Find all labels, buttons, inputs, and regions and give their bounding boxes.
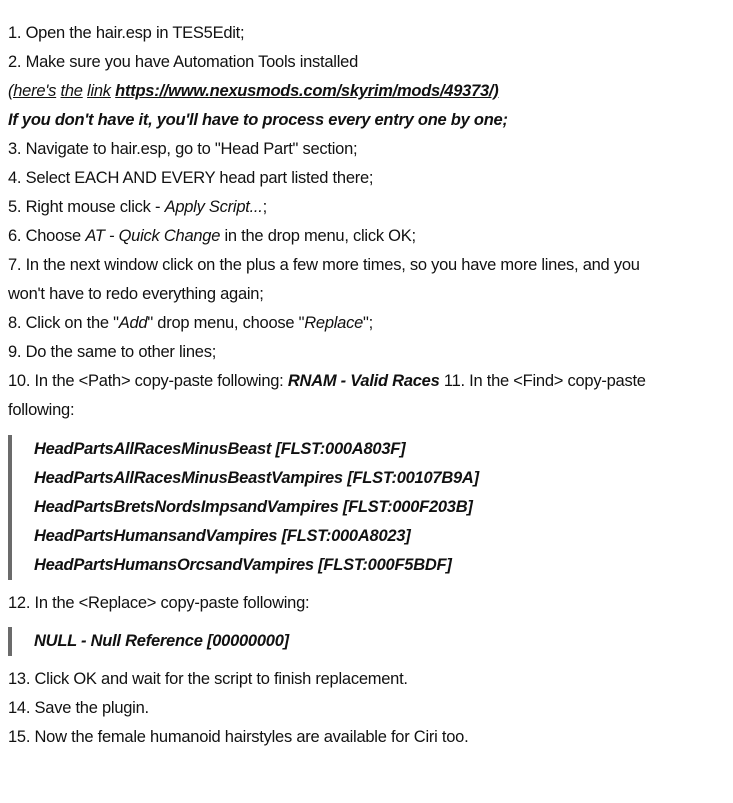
find-item-text: HeadPartsBretsNordsImpsandVampires [FLST:000F203B] [34, 498, 473, 516]
step-10-suffix: 11. In the <Find> copy-paste [439, 372, 646, 390]
step-15 [8, 723, 726, 752]
step-8-replace: Replace [304, 314, 364, 332]
step-4 [8, 164, 726, 193]
step-4-text: 4. Select EACH AND EVERY head part listed there; [8, 169, 374, 187]
step-1-text: 1. Open the hair.esp in TES5Edit; [8, 24, 245, 42]
step-10-prefix: 10. In the <Path> copy-paste following: [8, 372, 288, 390]
find-item-text: HeadPartsHumansOrcsandVampires [FLST:000F5BDF] [34, 556, 452, 574]
find-item [34, 464, 726, 493]
step-10-line-1 [8, 367, 726, 396]
step-14 [8, 694, 726, 723]
step-5 [8, 193, 726, 222]
step-8-add: Add [118, 314, 148, 332]
link-intro-word-3: link [87, 82, 111, 100]
step-3 [8, 135, 726, 164]
step-8 [8, 309, 726, 338]
step-13 [8, 665, 726, 694]
find-item [34, 522, 726, 551]
step-14-text: 14. Save the plugin. [8, 699, 149, 717]
step-7-text-1: 7. In the next window click on the plus a few more times, so you have more lines, and you [8, 256, 640, 274]
step-6 [8, 222, 726, 251]
step-5-prefix: 5. Right mouse click - [8, 198, 165, 216]
replace-item [34, 627, 726, 656]
find-item-text: HeadPartsAllRacesMinusBeast [FLST:000A803F] [34, 440, 406, 458]
step-7-line-1 [8, 251, 726, 280]
link-intro-word-1: (here's [8, 82, 57, 100]
step-7-text-2: won't have to redo everything again; [8, 285, 264, 303]
step-12 [8, 589, 726, 618]
replace-item-text: NULL - Null Reference [00000000] [34, 632, 289, 650]
step-2-note-text: If you don't have it, you'll have to process every entry one by one; [8, 111, 508, 129]
step-2 [8, 48, 726, 77]
step-7-line-2 [8, 280, 726, 309]
step-10-line-2 [8, 396, 726, 425]
find-blockquote [8, 435, 726, 580]
step-15-text: 15. Now the female humanoid hairstyles are available for Ciri too. [8, 728, 469, 746]
find-item [34, 435, 726, 464]
step-1 [8, 19, 726, 48]
step-2-note [8, 106, 726, 135]
find-item [34, 551, 726, 580]
step-6-quick-change: AT - Quick Change [85, 227, 221, 245]
replace-blockquote [8, 627, 726, 656]
step-8-mid: " drop menu, choose " [147, 314, 305, 332]
step-2-link-line [8, 77, 726, 106]
step-6-suffix: in the drop menu, click OK; [220, 227, 416, 245]
step-10-valid-races: RNAM - Valid Races [287, 372, 440, 390]
step-13-text: 13. Click OK and wait for the script to finish replacement. [8, 670, 408, 688]
step-9-text: 9. Do the same to other lines; [8, 343, 217, 361]
step-10-following: following: [8, 401, 75, 419]
step-5-suffix: ; [262, 198, 267, 216]
step-5-apply-script: Apply Script... [164, 198, 263, 216]
link-intro-word-2: the [60, 82, 83, 100]
step-2-text: 2. Make sure you have Automation Tools installed [8, 53, 358, 71]
nexusmods-link[interactable]: https://www.nexusmods.com/skyrim/mods/49373/) [115, 82, 499, 100]
step-12-text: 12. In the <Replace> copy-paste following: [8, 594, 310, 612]
step-3-text: 3. Navigate to hair.esp, go to "Head Part" section; [8, 140, 358, 158]
find-item-text: HeadPartsHumansandVampires [FLST:000A8023] [34, 527, 411, 545]
step-9 [8, 338, 726, 367]
instructions-document [8, 19, 726, 752]
step-6-prefix: 6. Choose [8, 227, 86, 245]
step-8-suffix: "; [363, 314, 373, 332]
step-8-prefix: 8. Click on the " [8, 314, 119, 332]
find-item-text: HeadPartsAllRacesMinusBeastVampires [FLST:00107B9A] [34, 469, 479, 487]
find-item [34, 493, 726, 522]
